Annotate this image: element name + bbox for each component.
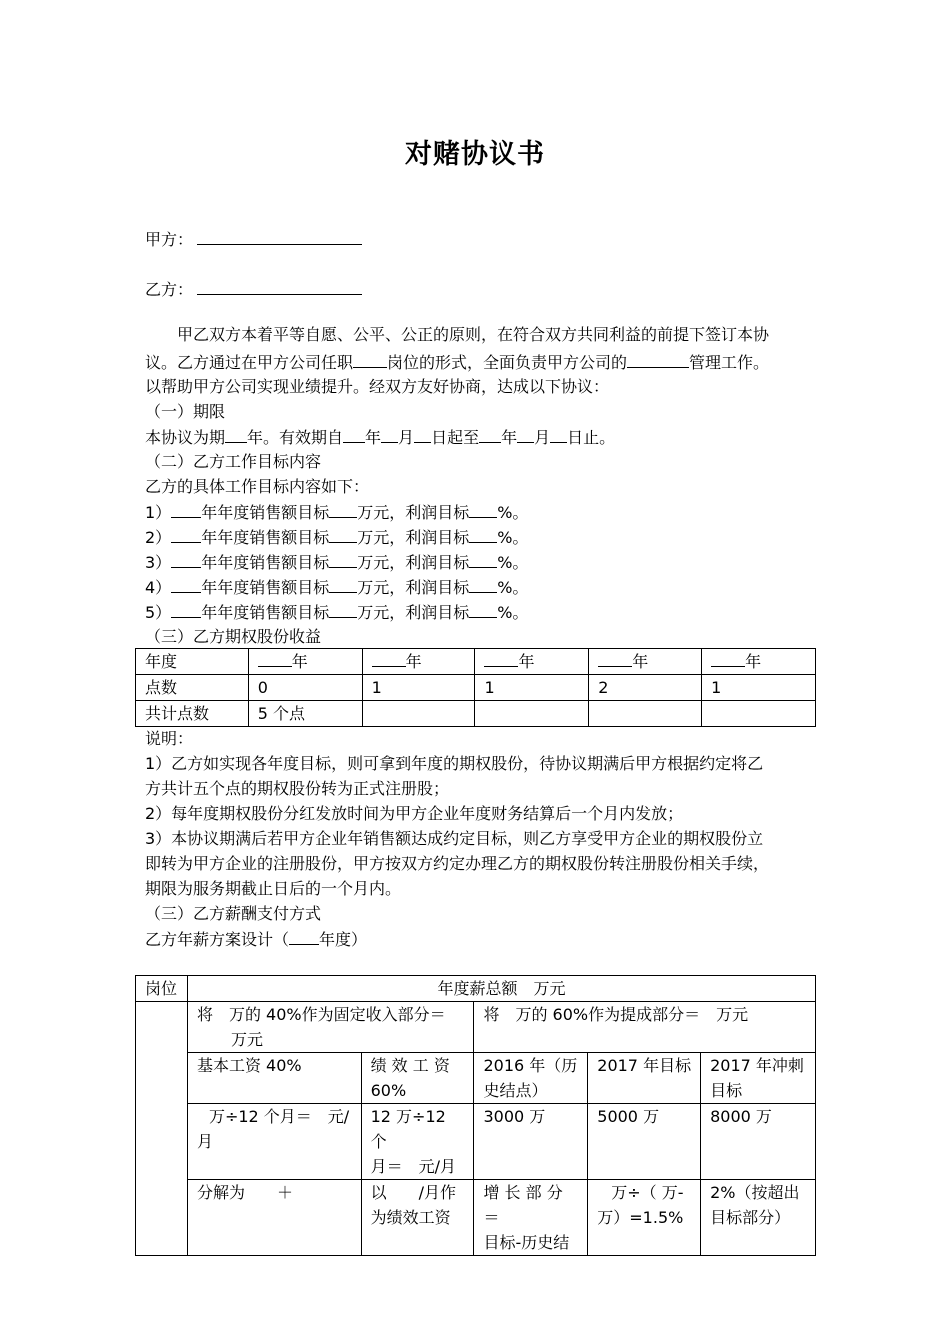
blank	[329, 602, 357, 618]
total-points-cell: 5 个点	[248, 701, 362, 727]
term-text-4: 月	[398, 428, 415, 447]
target-text: 万元，利润目标	[357, 578, 470, 597]
salary-table	[135, 975, 816, 1256]
target-text: 年年度销售额目标	[201, 553, 330, 572]
term-text-8: 日止。	[567, 428, 616, 447]
section-2-heading: （二）乙方工作目标内容	[145, 452, 322, 471]
blank	[414, 427, 431, 443]
salary-plan-text: 乙方年薪方案设计（	[145, 930, 290, 949]
total-points-header: 共计点数	[136, 701, 249, 727]
table-row	[136, 701, 816, 727]
points-header: 点数	[136, 675, 249, 701]
points-cell: 1	[702, 675, 816, 701]
salary-plan-text: 年度）	[319, 930, 368, 949]
table-row	[136, 1053, 816, 1104]
year-suffix: 年	[518, 652, 535, 671]
blank	[381, 427, 398, 443]
performance-salary-cell	[361, 1053, 474, 1104]
item-number: 3）	[145, 553, 172, 572]
monthly-text: 月	[196, 1132, 213, 1151]
target-text: 年年度销售额目标	[201, 528, 330, 547]
y2016-text: 2016 年（历	[483, 1056, 578, 1075]
blank	[469, 502, 497, 518]
split-cell: 分解为 ＋	[187, 1180, 361, 1256]
intro-line-1: 甲乙双方本着平等自愿、公平、公正的原则，在符合双方共同利益的前提下签订本协	[177, 325, 770, 344]
table-row	[136, 1180, 816, 1256]
position-cell	[136, 1002, 188, 1256]
term-text-2: 年。有效期自	[247, 428, 344, 447]
y2017s-text: 2017 年冲刺	[710, 1056, 804, 1075]
blank	[171, 602, 201, 618]
empty-cell	[362, 701, 475, 727]
blank	[329, 502, 357, 518]
blank	[479, 427, 501, 443]
target-item	[145, 577, 528, 598]
target-item	[145, 602, 528, 623]
blank	[469, 552, 497, 568]
blank	[258, 651, 292, 667]
ratio-text: 万÷（ 万-	[611, 1183, 684, 1202]
year-2017-sprint-cell	[701, 1053, 816, 1104]
term-text-1: 本协议为期	[145, 428, 226, 447]
points-cell: 1	[475, 675, 589, 701]
blank	[469, 577, 497, 593]
blank	[171, 527, 201, 543]
target-text: 万元，利润目标	[357, 603, 470, 622]
party-a-label: 甲方：	[145, 230, 194, 249]
note-2: 2）每年度期权股份分红发放时间为甲方企业年度财务结算后一个月内发放；	[145, 804, 684, 823]
note-3-line-1: 3）本协议期满后若甲方企业年销售额达成约定目标，则乙方享受甲方企业的期权股份立	[145, 829, 764, 848]
perf-monthly-text: 12 万÷12 个	[370, 1107, 446, 1151]
year-cell	[475, 649, 589, 675]
target-text: %。	[497, 578, 529, 597]
perf-text: 绩 效 工 资	[370, 1056, 450, 1075]
party-b-label: 乙方：	[145, 280, 194, 299]
blank	[171, 577, 201, 593]
fixed-income-cell	[187, 1002, 474, 1053]
y2017s-text: 目标	[710, 1081, 743, 1100]
target-text: 万元，利润目标	[357, 503, 470, 522]
document-title: 对赌协议书	[405, 139, 545, 170]
y2016-text: 史结点）	[483, 1081, 548, 1100]
target-text: %。	[497, 553, 529, 572]
year-cell	[362, 649, 475, 675]
blank	[171, 502, 201, 518]
points-cell: 0	[248, 675, 362, 701]
target-text: %。	[497, 503, 529, 522]
intro-line-3: 以帮助甲方公司实现业绩提升。经双方友好协商，达成以下协议：	[145, 377, 610, 396]
perf-split-text: 为绩效工资	[370, 1208, 451, 1227]
target-text: 年年度销售额目标	[201, 503, 330, 522]
blank	[469, 527, 497, 543]
empty-cell	[475, 701, 589, 727]
year-suffix: 年	[405, 652, 422, 671]
value-8000-cell: 8000 万	[701, 1104, 816, 1180]
intro-text-2b: 岗位的形式，全面负责甲方公司的	[387, 353, 628, 372]
note-1-line-1: 1）乙方如实现各年度目标，则可拿到年度的期权股份，待协议期满后甲方根据约定将乙	[145, 754, 764, 773]
year-2016-cell	[474, 1053, 588, 1104]
year-suffix: 年	[745, 652, 762, 671]
term-text-5: 日起至	[431, 428, 480, 447]
section-2-intro: 乙方的具体工作目标内容如下：	[145, 477, 370, 496]
table-row	[136, 675, 816, 701]
growth-text: 目标-历史结	[483, 1233, 570, 1252]
pct-text: 目标部分）	[710, 1208, 791, 1227]
blank	[171, 552, 201, 568]
empty-cell	[589, 701, 702, 727]
target-text: 年年度销售额目标	[201, 603, 330, 622]
blank	[343, 427, 365, 443]
blank	[484, 651, 518, 667]
target-text: 万元，利润目标	[357, 553, 470, 572]
blank	[289, 929, 319, 945]
year-2017-target-cell: 2017 年目标	[588, 1053, 701, 1104]
blank	[711, 651, 745, 667]
blank	[469, 602, 497, 618]
year-cell	[702, 649, 816, 675]
party-a-line	[145, 228, 362, 250]
section-4-heading: （三）乙方薪酬支付方式	[145, 904, 322, 923]
blank	[225, 427, 247, 443]
target-item	[145, 502, 528, 523]
points-cell: 1	[362, 675, 475, 701]
party-b-blank	[197, 278, 362, 295]
intro-text-2a: 议。乙方通过在甲方公司任职	[145, 353, 354, 372]
item-number: 4）	[145, 578, 172, 597]
note-1-line-2: 方共计五个点的期权股份转为正式注册股；	[145, 779, 450, 798]
item-number: 2）	[145, 528, 172, 547]
base-salary-cell: 基本工资 40%	[187, 1053, 361, 1104]
table-row	[136, 649, 816, 675]
note-3-line-2: 即转为甲方企业的注册股份，甲方按双方约定办理乙方的期权股份转注册股份相关手续，	[145, 854, 770, 873]
blank	[598, 651, 632, 667]
ratio-cell	[588, 1180, 701, 1256]
fixed-income-text: 万元	[230, 1030, 263, 1049]
target-text: %。	[497, 603, 529, 622]
term-text-7: 月	[534, 428, 551, 447]
empty-cell	[702, 701, 816, 727]
target-text: %。	[497, 528, 529, 547]
monthly-base-cell	[187, 1104, 361, 1180]
performance-split-cell	[361, 1180, 474, 1256]
item-number: 1）	[145, 503, 172, 522]
target-item	[145, 552, 528, 573]
section-3-heading: （三）乙方期权股份收益	[145, 627, 322, 646]
note-3-line-3: 期限为服务期截止日后的一个月内。	[145, 879, 402, 898]
ratio-text: 万）=1.5%	[597, 1208, 684, 1227]
blank	[329, 577, 357, 593]
equity-table	[135, 648, 816, 727]
year-cell	[248, 649, 362, 675]
blank	[517, 427, 534, 443]
party-b-line	[145, 278, 362, 300]
points-cell: 2	[589, 675, 702, 701]
fixed-income-text: 将 万的 40%作为固定收入部分＝	[196, 1005, 446, 1024]
blank	[329, 552, 357, 568]
table-row	[136, 1002, 816, 1053]
perf-split-text: 以 /月作	[370, 1183, 456, 1202]
year-suffix: 年	[291, 652, 308, 671]
table-row	[136, 976, 816, 1002]
salary-plan-line	[145, 929, 367, 950]
intro-line-2	[145, 352, 769, 373]
target-text: 万元，利润目标	[357, 528, 470, 547]
position-header: 岗位	[136, 976, 188, 1002]
monthly-text: 万÷12 个月＝ 元/	[208, 1107, 350, 1126]
term-line	[145, 427, 615, 448]
management-blank	[627, 352, 689, 368]
value-5000-cell: 5000 万	[588, 1104, 701, 1180]
value-3000-cell: 3000 万	[474, 1104, 588, 1180]
blank	[372, 651, 406, 667]
blank	[329, 527, 357, 543]
target-item	[145, 527, 528, 548]
perf-text: 60%	[370, 1081, 407, 1100]
item-number: 5）	[145, 603, 172, 622]
position-blank	[353, 352, 387, 368]
year-suffix: 年	[632, 652, 649, 671]
section-1-heading: （一）期限	[145, 402, 226, 421]
total-salary-header: 年度薪总额 万元	[187, 976, 815, 1002]
monthly-performance-cell	[361, 1104, 474, 1180]
notes-label: 说明：	[145, 729, 194, 748]
pct-text: 2%（按超出	[710, 1183, 800, 1202]
percent-cell	[701, 1180, 816, 1256]
growth-cell	[474, 1180, 588, 1256]
term-text-6: 年	[501, 428, 518, 447]
blank	[550, 427, 567, 443]
growth-text: 增 长 部 分 ＝	[483, 1183, 563, 1227]
intro-text-2c: 管理工作。	[689, 353, 770, 372]
party-a-blank	[197, 228, 362, 245]
year-cell	[589, 649, 702, 675]
commission-cell: 将 万的 60%作为提成部分＝ 万元	[474, 1002, 816, 1053]
term-text-3: 年	[365, 428, 382, 447]
perf-monthly-text: 月＝ 元/月	[370, 1157, 456, 1176]
table-row	[136, 1104, 816, 1180]
year-header: 年度	[136, 649, 249, 675]
target-text: 年年度销售额目标	[201, 578, 330, 597]
